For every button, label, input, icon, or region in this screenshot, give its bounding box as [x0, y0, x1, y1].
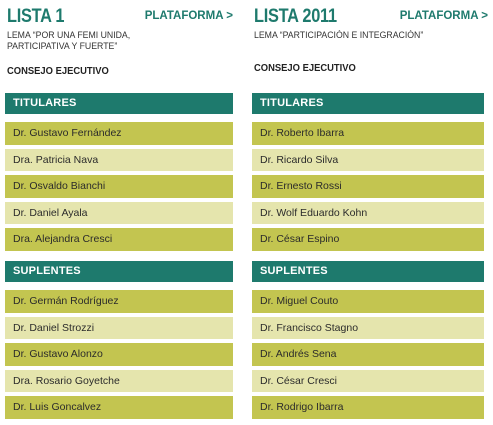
list-item: Dr. César Cresci	[252, 370, 484, 393]
list-1-title-row	[5, 0, 233, 30]
list-1-title: LISTA 1	[7, 6, 65, 27]
list-item: Dr. Ricardo Silva	[252, 149, 484, 172]
list-item: Dr. Francisco Stagno	[252, 317, 484, 340]
list-1-suplentes-section	[5, 261, 233, 419]
list-2011-lema-line1: LEMA “PARTICIPACIÓN E INTEGRACIÓN”	[254, 30, 424, 40]
list-2011-platform-link[interactable]: PLATAFORMA >	[399, 10, 488, 22]
list-2011-titulares-header: TITULARES	[252, 93, 484, 114]
list-2011-titulares-section	[252, 93, 484, 251]
list-1-lema-line2: PARTICIPATIVA Y FUERTE”	[7, 41, 118, 51]
list-item: Dr. Osvaldo Bianchi	[5, 175, 233, 198]
list-1-column	[5, 0, 233, 413]
list-1-suplentes-header: SUPLENTES	[5, 261, 233, 282]
list-item: Dra. Patricia Nava	[5, 149, 233, 172]
list-1-consejo-heading: CONSEJO EJECUTIVO	[7, 66, 109, 77]
list-1-lema-line1: LEMA “POR UNA FEMI UNIDA,	[7, 30, 131, 40]
list-item: Dr. Luis Goncalvez	[5, 396, 233, 419]
list-2011-column	[252, 0, 488, 413]
list-item: Dr. Daniel Strozzi	[5, 317, 233, 340]
list-2011-consejo-heading: CONSEJO EJECUTIVO	[254, 63, 356, 74]
list-item: Dr. Andrés Sena	[252, 343, 484, 366]
list-2011-title: LISTA 2011	[254, 6, 337, 27]
list-item: Dr. Miguel Couto	[252, 290, 484, 313]
list-item: Dr. Wolf Eduardo Kohn	[252, 202, 484, 225]
list-item: Dr. Ernesto Rossi	[252, 175, 484, 198]
list-item: Dr. Germán Rodríguez	[5, 290, 233, 313]
list-item: Dr. Gustavo Fernández	[5, 122, 233, 145]
list-1-titulares-section	[5, 93, 233, 251]
list-item: Dr. Daniel Ayala	[5, 202, 233, 225]
list-item: Dr. Gustavo Alonzo	[5, 343, 233, 366]
list-2011-title-row	[252, 0, 488, 30]
list-2011-suplentes-header: SUPLENTES	[252, 261, 484, 282]
list-item: Dra. Alejandra Cresci	[5, 228, 233, 251]
list-item: Dr. César Espino	[252, 228, 484, 251]
list-2011-lema	[254, 30, 423, 41]
list-1-lema	[7, 30, 130, 52]
list-1-titulares-header: TITULARES	[5, 93, 233, 114]
list-item: Dr. Roberto Ibarra	[252, 122, 484, 145]
list-1-platform-link[interactable]: PLATAFORMA >	[144, 10, 233, 22]
list-2011-suplentes-section	[252, 261, 484, 419]
list-item: Dra. Rosario Goyetche	[5, 370, 233, 393]
list-item: Dr. Rodrigo Ibarra	[252, 396, 484, 419]
